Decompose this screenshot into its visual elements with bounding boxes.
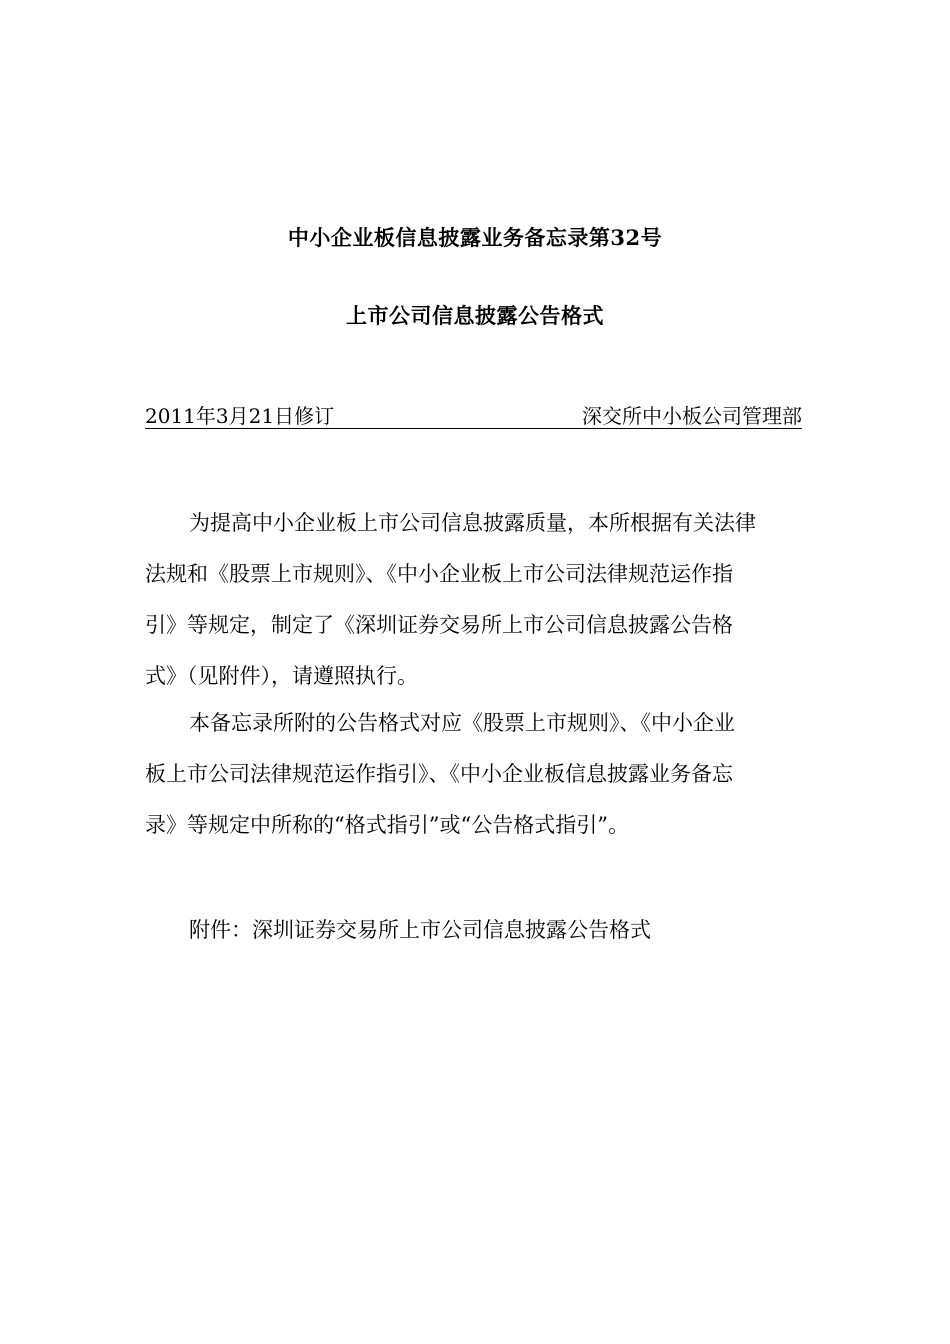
attachment-note: 附件：深圳证券交易所上市公司信息披露公告格式	[189, 918, 651, 942]
revision-date: 2011年3月21日修订	[145, 404, 335, 428]
revision-line	[145, 400, 802, 429]
paragraph-line: 本备忘录所附的公告格式对应《股票上市规则》、《中小企业	[189, 711, 735, 735]
paragraph-line: 引》等规定，制定了《深圳证券交易所上市公司信息披露公告格	[145, 613, 733, 637]
paragraph-line: 板上市公司法律规范运作指引》、《中小企业板信息披露业务备忘	[145, 762, 733, 786]
paragraph-line: 为提高中小企业板上市公司信息披露质量，本所根据有关法律	[189, 511, 756, 535]
paragraph-line: 式》（见附件），请遵照执行。	[145, 664, 418, 688]
issuer-name: 深交所中小板公司管理部	[582, 404, 802, 428]
paragraph-line: 录》等规定中所称的“格式指引”或“公告格式指引”。	[145, 813, 629, 837]
paragraph-line: 法规和《股票上市规则》、《中小企业板上市公司法律规范运作指	[145, 562, 733, 586]
document-subtitle: 上市公司信息披露公告格式	[346, 303, 604, 328]
document-title: 中小企业板信息披露业务备忘录第32号	[287, 225, 663, 250]
paragraph-1	[145, 498, 805, 702]
paragraph-2	[145, 698, 805, 851]
